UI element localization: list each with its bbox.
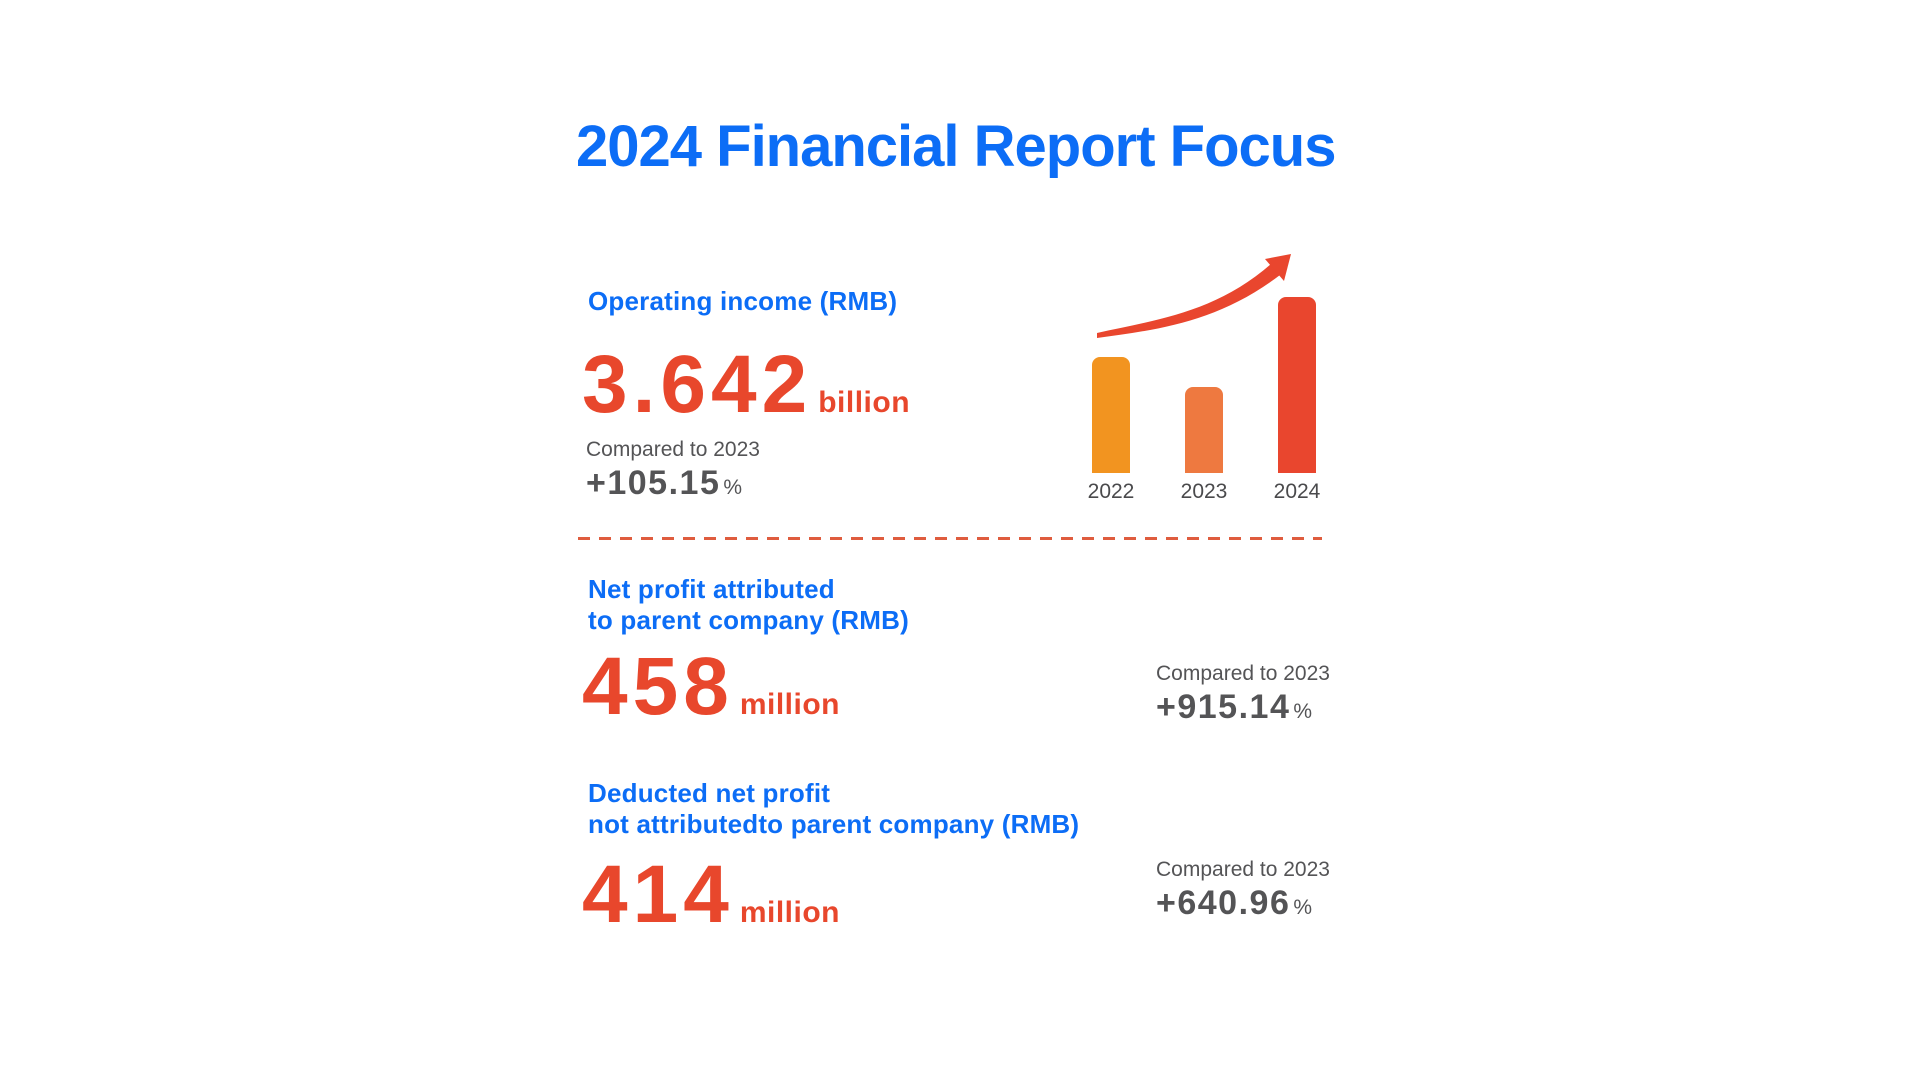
bar-2023 xyxy=(1185,387,1223,473)
bar-label-2024: 2024 xyxy=(1273,480,1321,503)
comparison-value: +105.15 xyxy=(586,464,721,503)
deducted-net-profit-unit: million xyxy=(739,896,840,929)
operating-income-comparison xyxy=(586,438,760,502)
bar-label-2023: 2023 xyxy=(1180,480,1228,503)
growth-arrow-icon xyxy=(1085,243,1305,353)
deducted-net-profit-label-line1: Deducted net profit xyxy=(588,778,831,808)
net-profit-comparison xyxy=(1156,662,1330,726)
chart-axis-labels xyxy=(1087,480,1321,504)
deducted-net-profit-value-row xyxy=(582,849,840,940)
net-profit-value: 458 xyxy=(582,641,734,732)
net-profit-value-row xyxy=(582,641,840,732)
comparison-value-row xyxy=(1156,689,1330,726)
operating-income-unit: billion xyxy=(818,386,911,419)
comparison-value: +640.96 xyxy=(1156,884,1291,923)
percent-sign: % xyxy=(723,476,743,500)
operating-income-value: 3.642 xyxy=(582,339,813,430)
comparison-caption: Compared to 2023 xyxy=(1156,662,1330,685)
net-profit-label-line1: Net profit attributed xyxy=(588,574,835,604)
net-profit-label xyxy=(588,574,909,636)
bar-2022 xyxy=(1092,357,1130,473)
deducted-net-profit-value: 414 xyxy=(582,849,734,940)
comparison-value: +915.14 xyxy=(1156,688,1291,727)
operating-income-value-row xyxy=(582,339,911,430)
comparison-value-row xyxy=(1156,885,1330,922)
deducted-net-profit-label xyxy=(588,778,1079,840)
net-profit-unit: million xyxy=(739,688,840,721)
net-profit-label-line2: to parent company (RMB) xyxy=(588,605,909,635)
comparison-caption: Compared to 2023 xyxy=(1156,858,1330,881)
section-divider xyxy=(578,537,1322,540)
bar-label-2022: 2022 xyxy=(1087,480,1135,503)
comparison-caption: Compared to 2023 xyxy=(586,438,760,461)
page-title: 2024 Financial Report Focus xyxy=(576,114,1336,179)
percent-sign: % xyxy=(1293,700,1313,724)
deducted-net-profit-comparison xyxy=(1156,858,1330,922)
deducted-net-profit-label-line2: not attributedto parent company (RMB) xyxy=(588,809,1080,839)
percent-sign: % xyxy=(1293,896,1313,920)
comparison-value-row xyxy=(586,465,760,502)
operating-income-label: Operating income (RMB) xyxy=(588,286,898,316)
